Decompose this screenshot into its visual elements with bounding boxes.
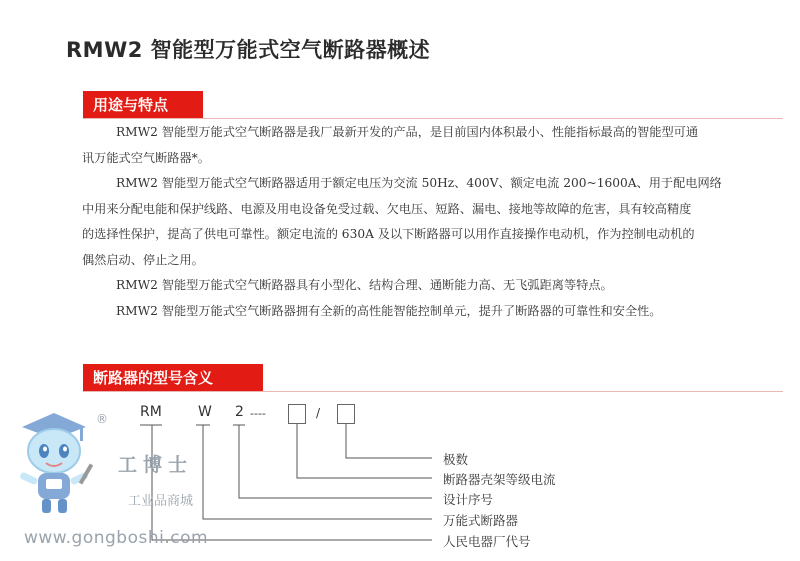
section-header-model: 断路器的型号含义 [83, 364, 263, 392]
model-code-rm: RM [140, 404, 162, 420]
legend-design-number: 设计序号 [443, 492, 494, 507]
features-line-text: 的选择性保护，提高了供电可靠性。额定电流的 630A 及以下断路器可以用作直接操作电动机，作为控制电动机的 [82, 227, 695, 241]
features-line-text: RMW2 智能型万能式空气断路器拥有全新的高性能智能控制单元，提升了断路器的可靠性和安全性。 [116, 303, 662, 318]
watermark-url: www.gongboshi.com [24, 528, 209, 548]
page-title: RMW2 智能型万能式空气断路器概述 [66, 38, 431, 62]
model-code-slash: / [316, 406, 321, 420]
features-line-text: 偶然启动、停止之用。 [82, 252, 204, 267]
legend-poles: 极数 [443, 452, 469, 467]
model-code-2: 2 [235, 404, 244, 420]
model-code-w: W [198, 404, 212, 420]
legend-frame-current: 断路器壳架等级电流 [443, 472, 556, 487]
model-code-dashes: ---- [250, 407, 266, 420]
watermark-shop: 工业品商城 [128, 494, 194, 509]
mascot-robot-icon [12, 405, 102, 520]
features-line-text: RMW2 智能型万能式空气断路器适用于额定电压为交流 50Hz、400V、额定电流 200~1600A、用于配电网络 [116, 176, 722, 190]
features-line-text: 讯万能式空气断路器*。 [82, 150, 210, 165]
features-line-text: 中用来分配电能和保护线路、电源及用电设备免受过载、欠电压、短路、漏电、接地等故障的危害，具有较高精度 [82, 201, 692, 216]
legend-factory-code: 人民电器厂代号 [443, 534, 531, 549]
legend-universal-breaker: 万能式断路器 [443, 513, 519, 528]
registered-mark: ® [96, 412, 108, 426]
features-line-text: RMW2 智能型万能式空气断路器是我厂最新开发的产品，是目前国内体积最小、性能指标最高的智能型可通 [116, 125, 699, 139]
section-header-features: 用途与特点 [83, 91, 203, 119]
watermark-brand: 工博士 [118, 454, 194, 476]
features-line-text: RMW2 智能型万能式空气断路器具有小型化、结构合理、通断能力高、无飞弧距离等特点。 [116, 278, 613, 292]
